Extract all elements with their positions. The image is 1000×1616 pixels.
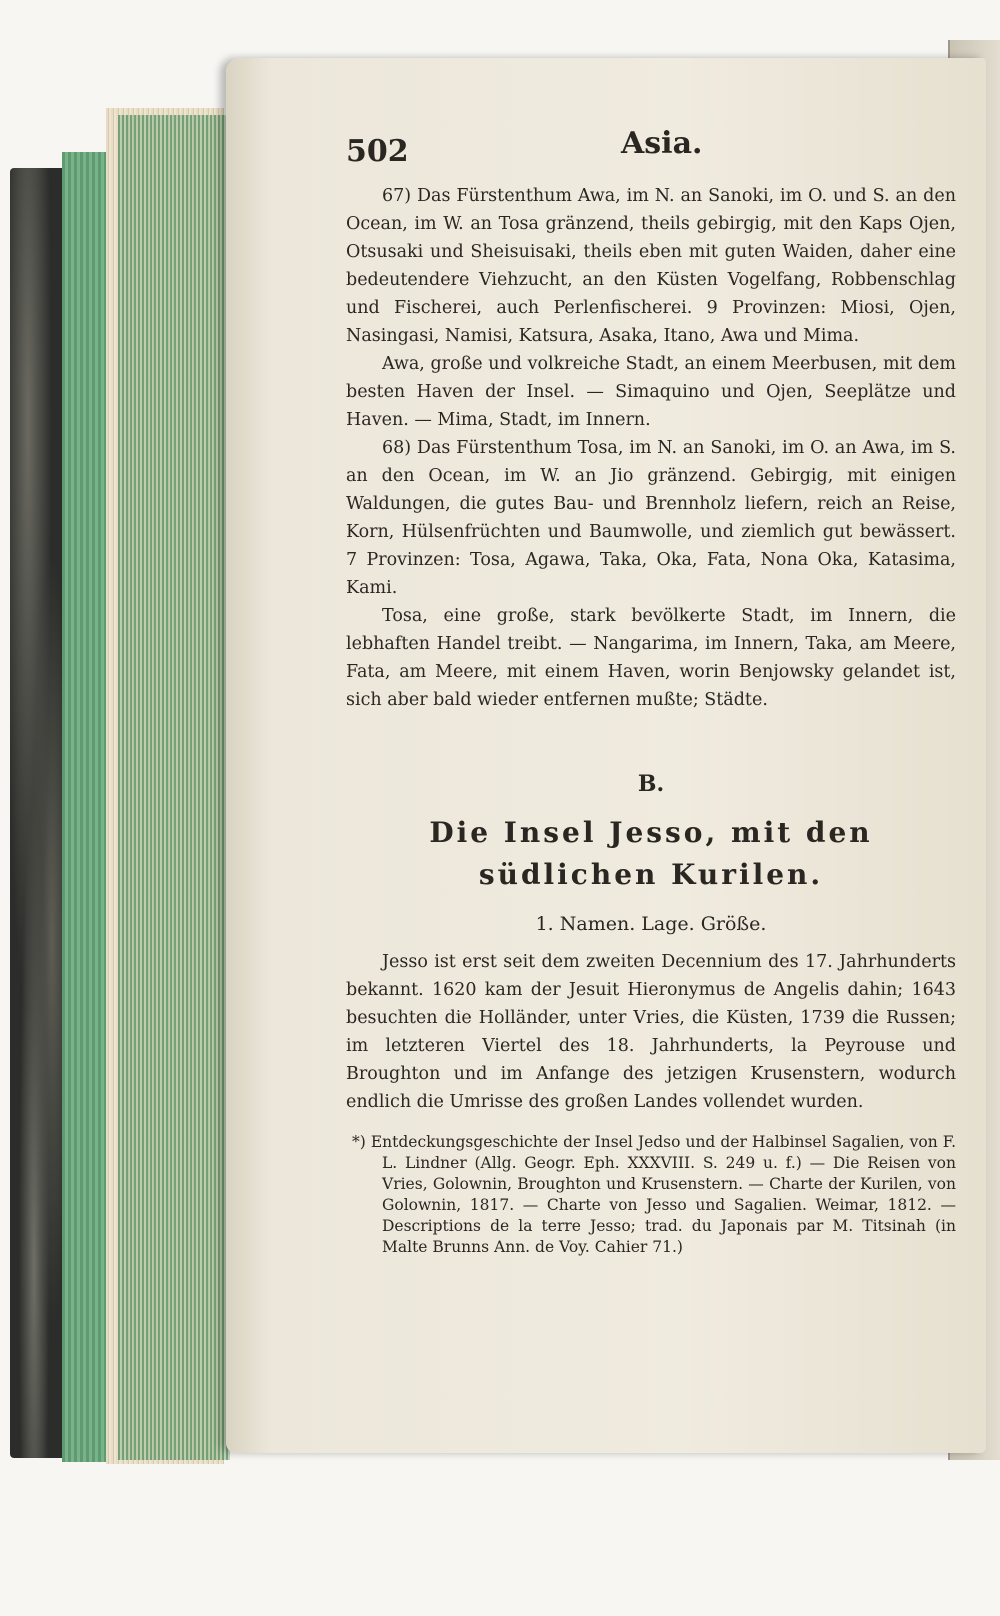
footnote: *) Entdeckungsgeschichte der Insel Jedso und der Halbinsel Sagalien, von F. L. Lindner (Allg. Geogr. Eph. XXXVIII. S. 249 u. f.) — Die Reisen von Vries, Golownin, Broughton und Krusenstern. — Charte der Kurilen, von Golownin, 1817. — Charte von Jesso und Sagalien. Weimar, 1812. — Descriptions de la terre Jesso; trad. du Japonais par M. Titsinah (in Malte Brunns Ann. de Voy. Cahier 71.) bbox=[352, 1133, 956, 1256]
paragraph-awa-province: 67) Das Fürstenthum Awa, im N. an Sanoki, im O. und S. an den Ocean, im W. an Tosa gränzend, theils gebirgig, mit den Kaps Ojen, Otsusaki und Sheisuisaki, theils eben mit guten Waiden, daher eine bedeutendere Viehzucht, an den Küsten Vogelfang, Robbenschlag und Fischerei, auch Perlenfischerei. 9 Provinzen: Miosi, Ojen, Nasingasi, Namisi, Katsura, Asaka, Itano, Awa und Mima. bbox=[346, 186, 956, 346]
section-letter: B. bbox=[637, 771, 665, 797]
page-edge-tint bbox=[118, 115, 230, 1460]
page-edge-green bbox=[62, 152, 110, 1462]
paragraph-tosa-city: Tosa, eine große, stark bevölkerte Stadt, im Innern, die lebhaften Handel treibt. — Nangarima, im Innern, Taka, am Meere, Fata, am Meere, mit einem Haven, worin Benjowsky gelandet ist, sich aber bald wieder entfernen mußte; Städte. bbox=[346, 606, 956, 710]
page-header bbox=[346, 126, 956, 182]
book-cover bbox=[10, 168, 70, 1458]
paragraph-tosa-province: 68) Das Fürstenthum Tosa, im N. an Sanoki, im O. an Awa, im S. an den Ocean, im W. an Jio gränzend. Gebirgig, mit einigen Waldungen, die gutes Bau- und Brennholz liefern, reich an Reise, Korn, Hülsenfrüchten und Baumwolle, und ziemlich gut bewässert. 7 Provinzen: Tosa, Agawa, Taka, Oka, Fata, Nona Oka, Katasima, Kami. bbox=[346, 438, 956, 598]
paragraph-awa-city: Awa, große und volkreiche Stadt, an einem Meerbusen, mit dem besten Haven der Insel. — Simaquino und Ojen, Seeplätze und Haven. — Mima, Stadt, im Innern. bbox=[346, 354, 956, 430]
section-title: Die Insel Jesso, mit den südlichen Kurilen. bbox=[429, 816, 873, 891]
page-text bbox=[346, 126, 956, 1258]
subsection-heading: 1. Namen. Lage. Größe. bbox=[535, 913, 767, 935]
paragraph-jesso: Jesso ist erst seit dem zweiten Decennium des 17. Jahrhunderts bekannt. 1620 kam der Jesuit Hieronymus de Angelis dahin; 1643 besuchten die Holländer, unter Vries, die Küsten, 1739 die Russen; im letzteren Viertel des 18. Jahrhunderts, la Peyrouse und Broughton und im Anfange des jetzigen Krusenstern, wodurch endlich die Umrisse des großen Landes vollendet wurden. bbox=[346, 952, 956, 1112]
running-head: Asia. bbox=[621, 126, 703, 161]
page-number: 502 bbox=[346, 134, 409, 169]
